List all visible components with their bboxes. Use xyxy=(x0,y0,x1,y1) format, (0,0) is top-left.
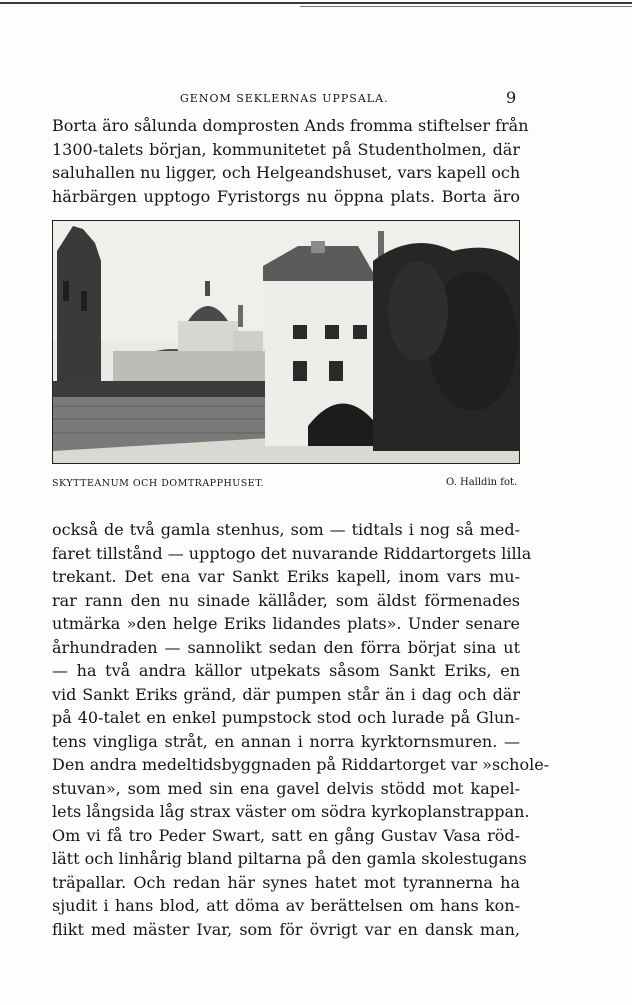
photograph-skytteanum xyxy=(52,220,520,464)
text-line: lätt och linhårig bland piltarna på den gamla skolestugans xyxy=(52,849,527,868)
top-rule-thin xyxy=(300,6,632,7)
text-line: stuvan», som med sin ena gavel delvis stödd mot kapel- xyxy=(52,778,520,798)
text-line: Borta äro sålunda domprosten Ands fromma stiftelser från xyxy=(52,116,529,135)
text-line: saluhallen nu ligger, och Helgeandshuset, vars kapell och xyxy=(52,163,521,182)
text-line: århundraden — sannolikt sedan den förra börjat sina ut xyxy=(52,637,520,657)
paragraph-top xyxy=(52,114,529,208)
text-line: utmärka »den helge Eriks lidandes plats». Under senare xyxy=(52,614,520,633)
text-line: flikt med mäster Ivar, som för övrigt var en dansk man, xyxy=(52,919,520,939)
page-number: 9 xyxy=(506,88,517,107)
text-line: på 40-talet en enkel pumpstock stod och lurade på Glun- xyxy=(52,708,520,727)
text-line: 1300-talets början, kommunitetet på Studentholmen, där xyxy=(52,139,520,159)
running-title: GENOM SEKLERNAS UPPSALA. xyxy=(180,92,389,105)
text-line: också de två gamla stenhus, som — tidtals i nog så med- xyxy=(52,520,520,539)
text-line: sjudit i hans blod, att döma av berättelsen om hans kon- xyxy=(52,896,520,915)
text-line: vid Sankt Eriks gränd, där pumpen står än i dag och där xyxy=(52,684,520,704)
text-line: härbärgen upptogo Fyristorgs nu öppna plats. Borta äro xyxy=(52,186,520,206)
top-rule xyxy=(0,2,632,4)
figure-caption: SKYTTEANUM OCH DOMTRAPPHUSET. xyxy=(52,478,265,489)
text-line: faret tillstånd — upptogo det nuvarande Riddartorgets lilla xyxy=(52,543,532,563)
text-line: rar rann den nu sinade källåder, som äldst förmenades xyxy=(52,590,520,610)
text-line: trekant. Det ena var Sankt Eriks kapell, inom vars mu- xyxy=(52,567,520,586)
photo-credit: O. Halldin fot. xyxy=(446,477,518,488)
text-line: tens vingliga stråt, en annan i norra kyrktornsmuren. — xyxy=(52,731,520,751)
text-line: lets långsida låg strax väster om södra kyrkoplanstrappan. xyxy=(52,802,530,821)
text-line: — ha två andra källor utpekats såsom Sankt Eriks, en xyxy=(52,661,520,680)
paragraph-bottom xyxy=(52,518,550,941)
text-line: Om vi få tro Peder Swart, satt en gång Gustav Vasa röd- xyxy=(52,825,520,845)
text-line: träpallar. Och redan här synes hatet mot tyrannerna ha xyxy=(52,872,520,892)
text-line: Den andra medeltidsbyggnaden på Riddartorget var »schole- xyxy=(52,755,550,774)
